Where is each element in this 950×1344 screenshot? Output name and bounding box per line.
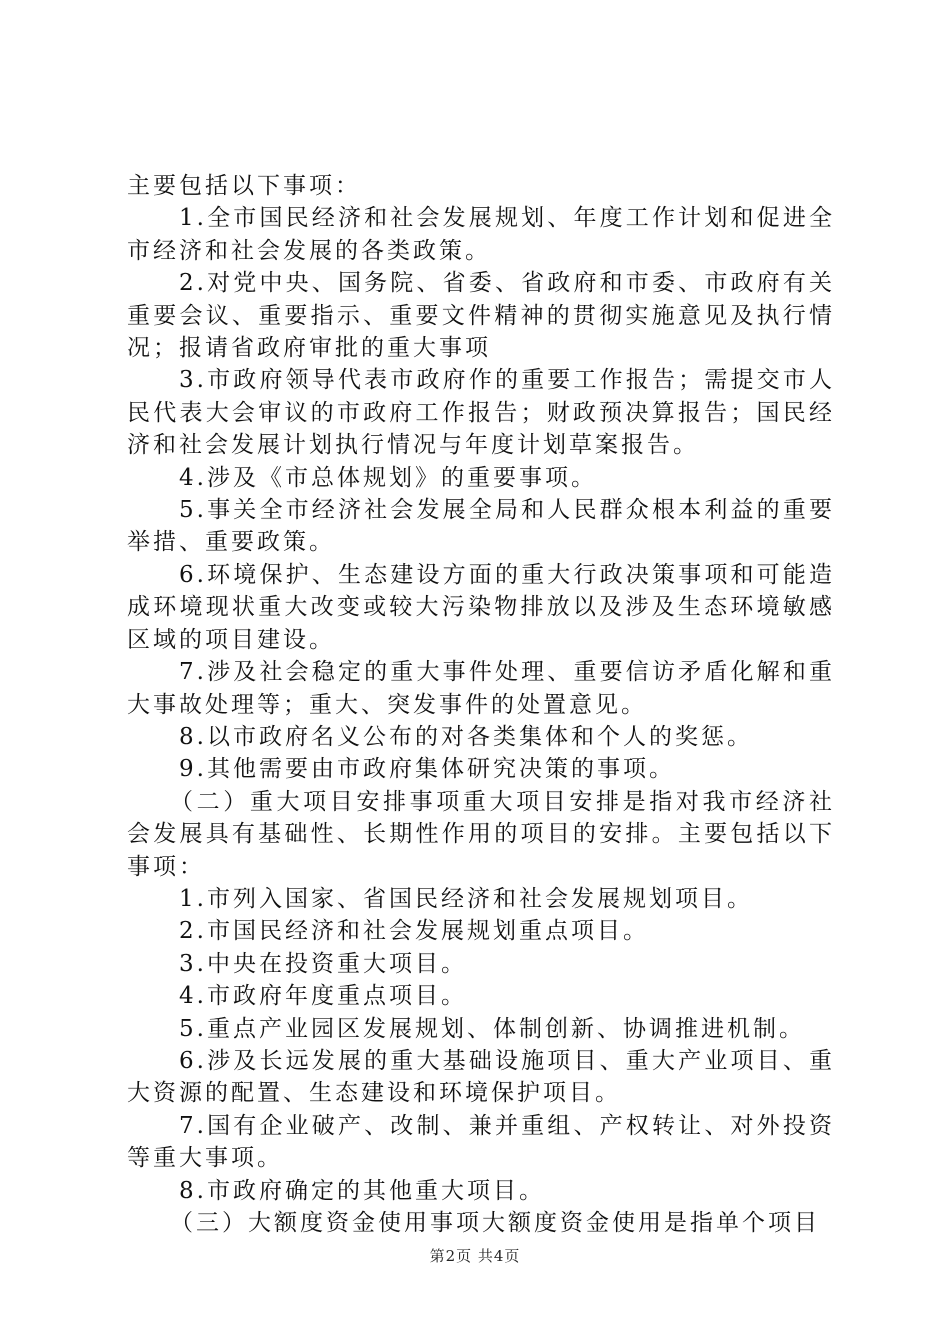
document-body: [127, 170, 835, 1239]
list-item: 4.涉及《市总体规划》的重要事项。: [179, 464, 597, 491]
list-item: 7.涉及社会稳定的重大事件处理、重要信访矛盾化解和重大事故处理等；重大、突发事件的处置意见。: [127, 659, 835, 718]
list-item: 9.其他需要由市政府集体研究决策的事项。: [179, 756, 675, 783]
list-item: 5.事关全市经济社会发展全局和人民群众根本利益的重要举措、重要政策。: [127, 497, 835, 556]
list-item: 3.市政府领导代表市政府作的重要工作报告；需提交市人民代表大会审议的市政府工作报告；财政预决算报告；国民经济和社会发展计划执行情况与年度计划草案报告。: [127, 367, 835, 459]
list-item: 4.市政府年度重点项目。: [179, 983, 467, 1010]
list-item: 7.国有企业破产、改制、兼并重组、产权转让、对外投资等重大事项。: [127, 1112, 835, 1172]
list-item: 1.全市国民经济和社会发展规划、年度工作计划和促进全市经济和社会发展的各类政策。: [127, 205, 835, 264]
list-item: 3.中央在投资重大项目。: [179, 950, 467, 977]
list-item: 6.环境保护、生态建设方面的重大行政决策事项和可能造成环境现状重大改变或较大污染物排放以及涉及生态环境敏感区域的项目建设。: [127, 561, 835, 653]
list-item: 8.市政府确定的其他重大项目。: [179, 1177, 545, 1204]
list-item: 8.以市政府名义公布的对各类集体和个人的奖惩。: [179, 723, 753, 750]
list-item: 1.市列入国家、省国民经济和社会发展规划项目。: [179, 885, 753, 912]
list-item: 5.重点产业园区发展规划、体制创新、协调推进机制。: [179, 1015, 805, 1042]
list-item: 2.对党中央、国务院、省委、省政府和市委、市政府有关重要会议、重要指示、重要文件精神的贯彻实施意见及执行情况；报请省政府审批的重大事项: [127, 270, 835, 362]
list-item: 6.涉及长远发展的重大基础设施项目、重大产业项目、重大资源的配置、生态建设和环境保护项目。: [127, 1047, 835, 1107]
page-number-footer: 第2页 共4页: [429, 1247, 521, 1265]
section-heading-paragraph: （三）大额度资金使用事项大额度资金使用是指单个项目: [170, 1210, 820, 1236]
paragraph: 主要包括以下事项：: [127, 173, 361, 199]
section-heading-paragraph: （二）重大项目安排事项重大项目安排是指对我市经济社会发展具有基础性、长期性作用的项目的安排。主要包括以下事项：: [127, 788, 835, 880]
list-item: 2.市国民经济和社会发展规划重点项目。: [179, 918, 649, 945]
